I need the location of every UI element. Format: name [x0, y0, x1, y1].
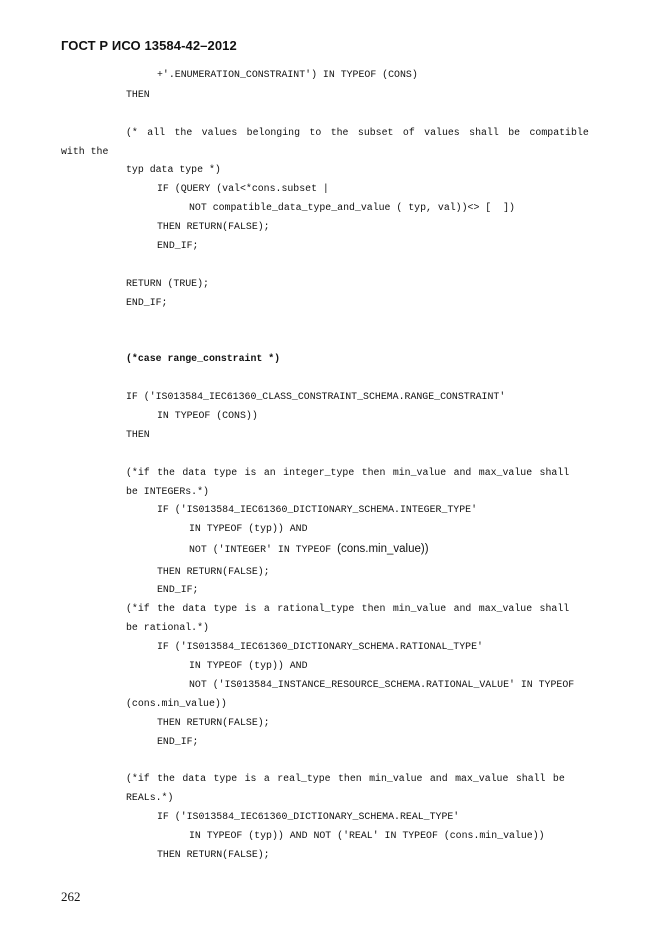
- code-line: IN TYPEOF (typ)) AND: [189, 523, 308, 534]
- code-line: END_IF;: [126, 297, 168, 308]
- code-line: IF ('IS013584_IEC61360_CLASS_CONSTRAINT_SCHEMA.RANGE_CONSTRAINT': [126, 391, 506, 402]
- code-line: THEN RETURN(FALSE);: [157, 566, 270, 577]
- code-line: THEN RETURN(FALSE);: [157, 221, 270, 232]
- code-line: IF ('IS013584_IEC61360_DICTIONARY_SCHEMA.RATIONAL_TYPE': [157, 641, 483, 652]
- code-line: RETURN (TRUE);: [126, 278, 209, 289]
- code-line: END_IF;: [157, 736, 199, 747]
- code-line: (*if the data type is an integer_type then min_value and max_value shall: [126, 467, 570, 478]
- code-line: IN TYPEOF (typ)) AND NOT ('REAL' IN TYPEOF (cons.min_value)): [189, 830, 545, 841]
- code-line: IF ('IS013584_IEC61360_DICTIONARY_SCHEMA.REAL_TYPE': [157, 811, 460, 822]
- code-line: END_IF;: [157, 240, 199, 251]
- code-line: THEN: [126, 89, 150, 100]
- code-line: (*if the data type is a real_type then min_value and max_value shall be: [126, 773, 565, 784]
- code-line: typ data type *): [126, 164, 221, 175]
- code-line: IF (QUERY (val<*cons.subset |: [157, 183, 329, 194]
- code-line: REALs.*): [126, 792, 174, 803]
- code-line: be rational.*): [126, 622, 209, 633]
- code-line: IF ('IS013584_IEC61360_DICTIONARY_SCHEMA.INTEGER_TYPE': [157, 504, 478, 515]
- document-header: ГОСТ Р ИСО 13584-42–2012: [61, 38, 237, 53]
- code-line: (* all the values belonging to the subset of values shall be compatible: [126, 127, 589, 138]
- code-line: IN TYPEOF (typ)) AND: [189, 660, 308, 671]
- code-line: IN TYPEOF (CONS)): [157, 410, 258, 421]
- code-line: NOT compatible_data_type_and_value ( typ, val))<> [ ]): [189, 202, 515, 213]
- code-segment-sans: (cons.min_value)): [337, 543, 429, 555]
- code-line: (cons.min_value)): [126, 698, 227, 709]
- code-line: NOT ('IS013584_INSTANCE_RESOURCE_SCHEMA.RATIONAL_VALUE' IN TYPEOF: [189, 679, 575, 690]
- code-line: THEN RETURN(FALSE);: [157, 717, 270, 728]
- code-line: THEN: [126, 429, 150, 440]
- code-line: (*if the data type is a rational_type then min_value and max_value shall: [126, 603, 570, 614]
- page-number: 262: [61, 889, 81, 904]
- code-segment: NOT ('INTEGER' IN TYPEOF: [189, 544, 338, 555]
- code-line: END_IF;: [157, 584, 199, 595]
- code-line: [189, 543, 429, 556]
- code-comment-heading: (*case range_constraint *): [126, 353, 281, 364]
- code-line: THEN RETURN(FALSE);: [157, 849, 270, 860]
- code-line: with the: [61, 146, 109, 157]
- code-line: +'.ENUMERATION_CONSTRAINT') IN TYPEOF (CONS): [157, 69, 418, 80]
- code-line: be INTEGERs.*): [126, 486, 209, 497]
